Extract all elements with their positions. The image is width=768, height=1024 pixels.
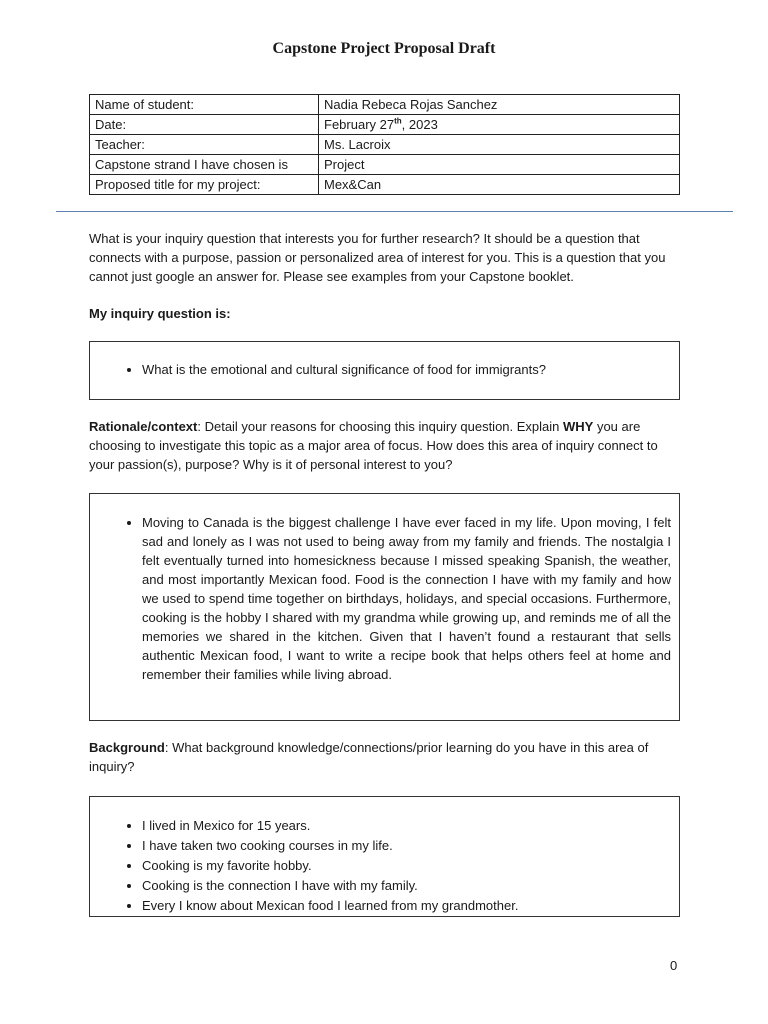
info-label: Teacher: bbox=[90, 135, 319, 155]
info-label: Name of student: bbox=[90, 95, 319, 115]
background-answer-box bbox=[89, 796, 680, 917]
list-item: • Every I know about Mexican food I learned from my grandmother. bbox=[142, 896, 671, 916]
info-label: Capstone strand I have chosen is bbox=[90, 155, 319, 175]
list-item: • Cooking is the connection I have with my family. bbox=[142, 876, 671, 896]
document-title: Capstone Project Proposal Draft bbox=[272, 40, 496, 57]
table-row bbox=[90, 155, 680, 175]
list-item: • Cooking is my favorite hobby. bbox=[142, 856, 671, 876]
rationale-label: Rationale/context bbox=[89, 419, 198, 434]
box-bottom-border bbox=[89, 916, 680, 917]
student-info-table bbox=[89, 94, 680, 195]
info-label: Date: bbox=[90, 115, 319, 135]
list-item: • I have taken two cooking courses in my life. bbox=[142, 836, 671, 856]
table-row bbox=[90, 135, 680, 155]
date-text: February 27 bbox=[324, 117, 395, 132]
rationale-answer: • Moving to Canada is the biggest challenge I have ever faced in my life. Upon moving, I felt sad and lonely as I was not used to being away from my family and friends. The nostalgia I felt eventually turned into homesickness because I missed speaking Spanish, the weather, and most importantly Mexican food. Food is the connection I have with my family and how we used to spend time together on birthdays, holidays, and special occasions. Furthermore, cooking is the hobby I shared with my grandma while growing up, and reminds me of all the memories we shared in the kitchen. Given that I haven’t found a restaurant that sells authentic Mexican food, I want to write a recipe book that helps others feel at home and remember their families while living abroad. bbox=[142, 513, 671, 684]
table-row bbox=[90, 95, 680, 115]
inquiry-answer-box bbox=[89, 341, 680, 400]
info-value: Project bbox=[319, 155, 680, 175]
date-ordinal: th bbox=[394, 116, 402, 126]
inquiry-prompt: What is your inquiry question that interests you for further research? It should be a question that connects with a purpose, passion or personalized area of interest for you. This is a question that you cannot just google an answer for. Please see examples from your Capstone booklet. bbox=[89, 231, 666, 284]
rationale-prompt-b: you are choosing to investigate this topic as a major area of focus. How does this area of inquiry connect to your passion(s), purpose? Why is it of personal interest to you? bbox=[89, 419, 658, 472]
info-value: Ms. Lacroix bbox=[319, 135, 680, 155]
rationale-prompt bbox=[89, 417, 680, 474]
info-label: Proposed title for my project: bbox=[90, 175, 319, 195]
date-year: , 2023 bbox=[401, 117, 438, 132]
rationale-prompt-a: : Detail your reasons for choosing this inquiry question. Explain bbox=[197, 419, 563, 434]
background-prompt-text: : What background knowledge/connections/prior learning do you have in this area of inquiry? bbox=[89, 740, 649, 774]
page-number: 0 bbox=[670, 958, 678, 973]
list-item: • I lived in Mexico for 15 years. bbox=[142, 816, 671, 836]
table-row bbox=[90, 175, 680, 195]
info-value: Nadia Rebeca Rojas Sanchez bbox=[319, 95, 680, 115]
info-value-date bbox=[319, 115, 680, 135]
info-value: Mex&Can bbox=[319, 175, 680, 195]
rationale-why: WHY bbox=[563, 419, 594, 434]
background-label: Background bbox=[89, 740, 165, 755]
inquiry-heading: My inquiry question is: bbox=[89, 306, 231, 321]
inquiry-answer: • What is the emotional and cultural significance of food for immigrants? bbox=[142, 360, 671, 379]
background-prompt bbox=[89, 738, 680, 776]
rationale-answer-box bbox=[89, 493, 680, 721]
section-divider bbox=[56, 211, 733, 212]
table-row bbox=[90, 115, 680, 135]
